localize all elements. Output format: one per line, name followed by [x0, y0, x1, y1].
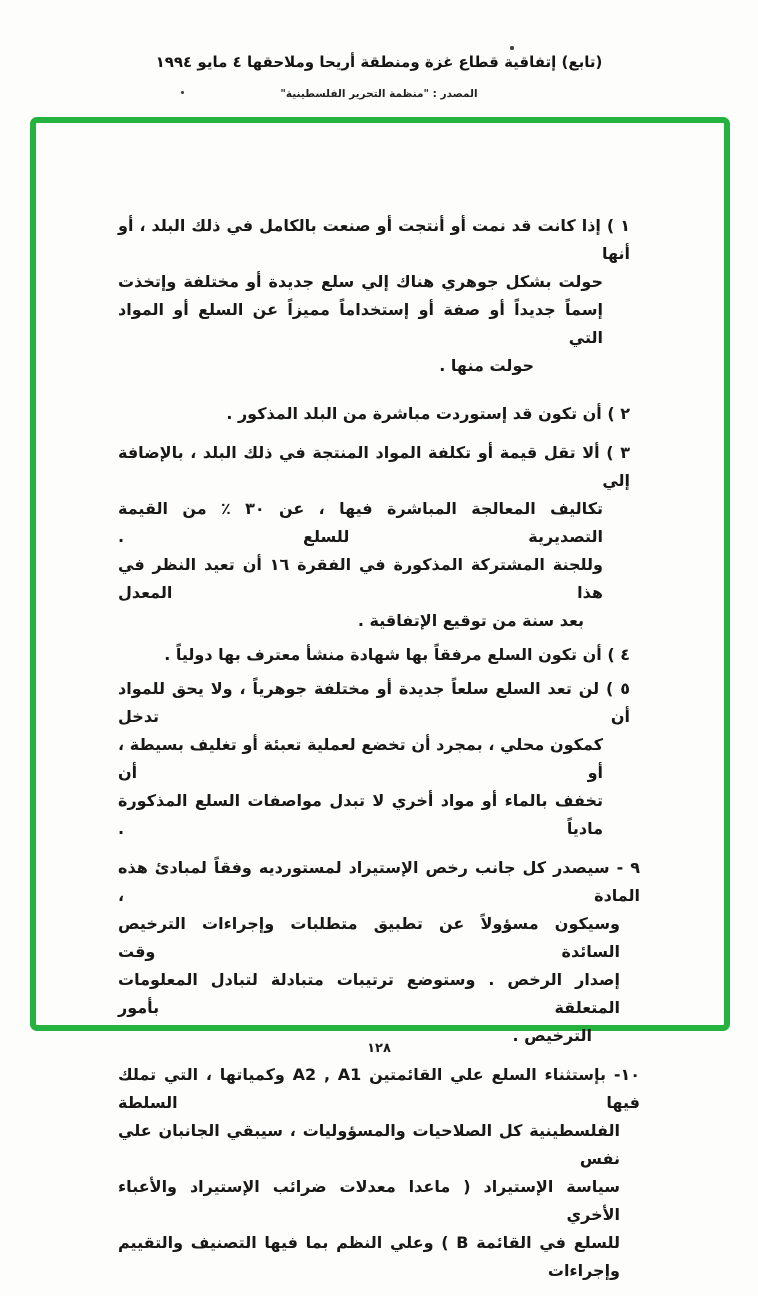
document-source-line: المصدر : "منظمة التحرير الفلسطينية" [280, 88, 478, 100]
text-line: حولت بشكل جوهري هناك إلي سلع جديدة أو مختلفة وإتخذت [118, 272, 603, 291]
paragraph-p3 [118, 439, 630, 635]
paragraph-p9 [118, 854, 640, 1050]
text-line: وسيكون مسؤولاً عن تطبيق متطلبات وإجراءات الترخيص السائدة وقت [118, 914, 620, 961]
paragraph-p2 [118, 400, 630, 428]
document-body [118, 212, 640, 1296]
paragraph-p5 [118, 675, 630, 843]
text-line: كمكون محلي ، بمجرد أن تخضع لعملية تعبئة أو تغليف بسيطة ، أو أن [118, 735, 603, 782]
text-line: سياسة الإستيراد ( ماعدا معدلات ضرائب الإستيراد والأعباء الأخري [118, 1177, 620, 1224]
scan-artifact-dot [510, 46, 514, 50]
text-line: ٤ ) أن تكون السلع مرفقاً بها شهادة منشأ معترف بها دولياً . [164, 645, 630, 664]
paragraph-p10 [118, 1061, 640, 1285]
text-line: إسماً جديداً أو صفة أو إستخداماً مميزاً عن السلع أو المواد التي [118, 300, 603, 347]
text-line: للسلع في القائمة B ) وعلي النظم بما فيها التصنيف والتقييم وإجراءات [118, 1233, 621, 1280]
paragraph-p1 [118, 212, 630, 380]
text-line: ٥ ) لن تعد السلع سلعاً جديدة أو مختلفة جوهرياً ، ولا يحق للمواد أن تدخل [118, 679, 630, 726]
text-line: ٩ - سيصدر كل جانب رخص الإستيراد لمستورديه وفقاً لمبادئ هذه المادة ، [118, 858, 640, 905]
scan-artifact-dot [181, 91, 184, 94]
text-line: بعد سنة من توقيع الإتفاقية . [357, 611, 584, 630]
text-line: الفلسطينية كل الصلاحيات والمسؤوليات ، سيبقي الجانبان علي نفس [118, 1121, 620, 1168]
text-line: وللجنة المشتركة المذكورة في الفقرة ١٦ أن تعيد النظر في هذا المعدل [118, 555, 603, 602]
text-line: ١٠- بإستثناء السلع علي القائمتين A2 , A1 وكمياتها ، التي تملك فيها السلطة [118, 1065, 641, 1112]
text-line: ٣ ) ألا تقل قيمة أو تكلفة المواد المنتجة في ذلك البلد ، بالإضافة إلي [118, 443, 630, 490]
paragraph-p4 [118, 641, 630, 669]
document-header-title: (تابع) إتفاقية قطاع غزة ومنطقة أريحا وملاحقها ٤ مايو ١٩٩٤ [155, 53, 603, 71]
text-line: ١ ) إذا كانت قد نمت أو أنتجت أو صنعت بالكامل في ذلك البلد ، أو أنها [118, 216, 630, 263]
text-line: حولت منها . [439, 356, 534, 375]
page-number: ١٢٨ [367, 1041, 391, 1056]
text-line: تخفف بالماء أو مواد أخري لا تبدل مواصفات السلع المذكورة مادياً . [118, 791, 603, 838]
text-line: ٢ ) أن تكون قد إستوردت مباشرة من البلد المذكور . [226, 404, 630, 423]
text-line: تكاليف المعالجة المباشرة فيها ، عن ٣٠ ٪ من القيمة التصديرية للسلع . [118, 499, 604, 546]
text-line: إصدار الرخص . وستوضع ترتيبات متبادلة لتبادل المعلومات المتعلقة بأمور [118, 970, 620, 1017]
text-line: الترخيص . [512, 1026, 592, 1045]
